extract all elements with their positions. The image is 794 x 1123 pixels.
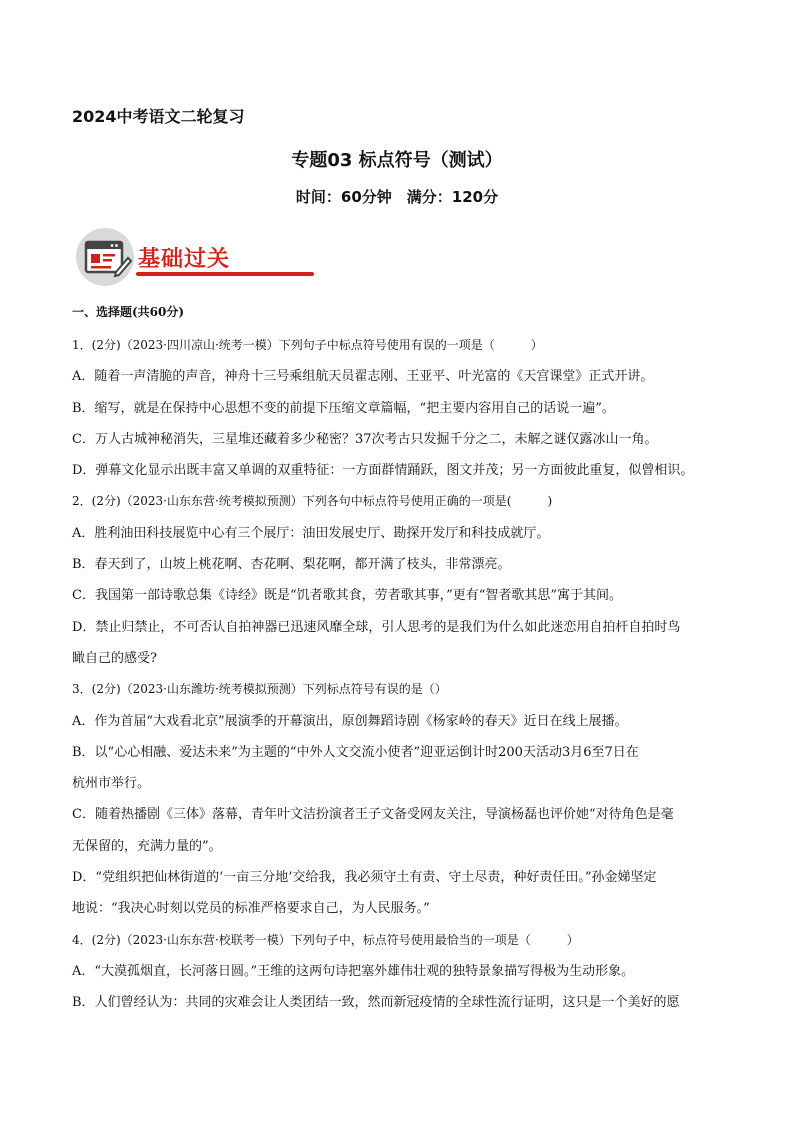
question-stem: 3．(2分)（2023·山东潍坊·统考模拟预测）下列标点符号有误的是（） [72,682,447,697]
document-pen-icon [76,228,136,288]
question-list [72,330,724,1019]
option-line: C．我国第一部诗歌总集《诗经》既是“饥者歌其食，劳者歌其事，”更有“智者歌其思”寓于其间。 [72,588,623,604]
option-line: B．人们曾经认为：共同的灾难会让人类团结一致，然而新冠疫情的全球性流行证明，这只是一个美好的愿 [72,995,680,1011]
page-title: 专题03 标点符号（测试） [291,150,503,171]
banner-underline [136,272,314,276]
option-line: B．春天到了，山坡上桃花啊、杏花啊、梨花啊，都开满了枝头，非常漂亮。 [72,557,511,573]
option-line: 杭州市举行。 [72,776,151,792]
question-stem: 2．(2分)（2023·山东东营·统考模拟预测）下列各句中标点符号使用正确的一项是( ) [72,494,553,509]
question-stem: 1．(2分)（2023·四川凉山·统考一模）下列句子中标点符号使用有误的一项是（ ） [72,338,543,352]
option-line: C．随着热播剧《三体》落幕，青年叶文洁扮演者王子文备受网友关注，导演杨磊也评价她“对待角色是毫 [72,807,674,823]
section-heading: 一、选择题(共60分) [72,305,185,319]
option-line: A．“大漠孤烟直，长河落日圆。”王维的这两句诗把塞外雄伟壮观的独特景象描写得极为生动形象。 [72,963,635,979]
series-title: 2024中考语文二轮复习 [72,107,245,126]
section-banner [76,228,296,288]
banner-label: 基础过关 [138,247,231,272]
option-line: 无保留的，充满力量的”。 [72,838,222,854]
question-stem: 4．(2分)（2023·山东东营·校联考一模）下列句子中，标点符号使用最恰当的一项是（ ） [72,932,579,947]
option-line: D．禁止归禁止，不可否认自拍神器已迅速风靡全球，引人思考的是我们为什么如此迷恋用自拍杆自拍时鸟 [72,619,681,635]
option-line: A．胜利油田科技展览中心有三个展厅：油田发展史厅、勘探开发厅和科技成就厅。 [72,525,550,541]
option-line: 地说：“我决心时刻以党员的标准严格要求自己，为人民服务。” [72,901,430,917]
option-line: A．随着一声清脆的声音，神舟十三号乘组航天员翟志刚、王亚平、叶光富的《天宫课堂》正式开讲。 [72,369,654,385]
option-line: 瞰自己的感受? [72,650,157,666]
option-line: C．万人古城神秘消失，三星堆还藏着多少秘密？37次考古只发掘千分之二，未解之谜仅露冰山一角。 [72,431,658,447]
option-line: D．弹幕文化显示出既丰富又单调的双重特征：一方面群情踊跃，图文并茂；另一方面彼此重复，似曾相识。 [72,463,694,479]
option-line: B．缩写，就是在保持中心思想不变的前提下压缩文章篇幅，“把主要内容用自己的话说一遍”。 [72,400,615,416]
time-score-info: 时间：60分钟 满分：120分 [295,188,499,206]
option-line: B．以“心心相融、爱达未来”为主题的“中外人文交流小使者”迎亚运倒计时200天活动3月6至7日在 [72,744,639,760]
option-line: A．作为首届“大戏看北京”展演季的开幕演出，原创舞蹈诗剧《杨家岭的春天》近日在线上展播。 [72,713,628,729]
option-line: D．“党组织把仙林街道的‘一亩三分地’交给我，我必须守土有责、守土尽责，种好责任田。”孙金娣坚定 [72,870,657,886]
